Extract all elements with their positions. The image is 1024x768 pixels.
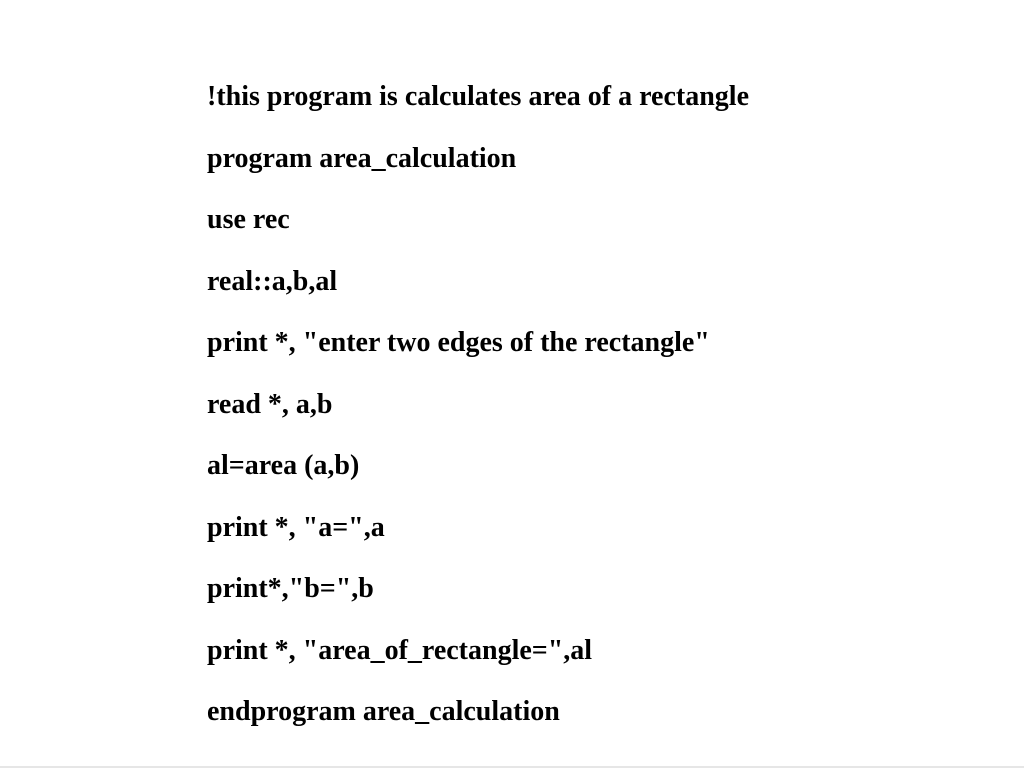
code-line-print-b: print*,"b=",b [207, 573, 374, 604]
code-line-use-module: use rec [207, 204, 290, 235]
code-line-comment: !this program is calculates area of a rectangle [207, 81, 750, 112]
code-line-declaration: real::a,b,al [207, 265, 338, 297]
code-line-print-a: print *, "a=",a [207, 511, 385, 543]
code-listing [207, 66, 749, 743]
code-line-area-assign: al=area (a,b) [207, 450, 360, 481]
code-line-print-prompt: print *, "enter two edges of the rectangle" [207, 327, 710, 358]
code-line-program-end: endprogram area_calculation [207, 696, 560, 727]
code-line-program-start: program area_calculation [207, 142, 517, 174]
code-line-read-input: read *, a,b [207, 388, 333, 420]
code-line-print-area: print *, "area_of_rectangle=",al [207, 634, 593, 666]
